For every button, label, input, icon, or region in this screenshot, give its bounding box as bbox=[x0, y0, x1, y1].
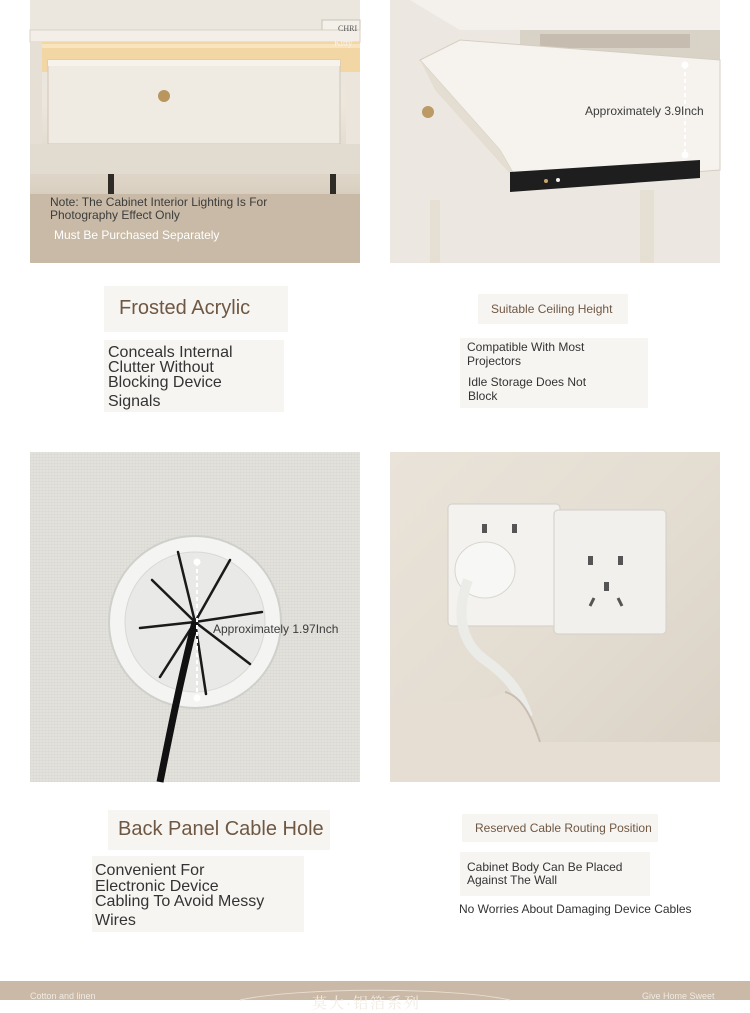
cable-safety-point: No Worries About Damaging Device Cables bbox=[459, 902, 692, 916]
drawer-slide-photo bbox=[390, 0, 720, 263]
cable-hole-title: Back Panel Cable Hole bbox=[118, 818, 324, 840]
book-title-top: CHRI bbox=[338, 24, 358, 33]
desc-line: Cabling To Avoid Messy bbox=[95, 892, 265, 910]
desc-line: Electronic Device bbox=[95, 877, 219, 895]
desc-line: Idle Storage Does Not bbox=[468, 375, 587, 389]
cabinet-drawer-photo bbox=[30, 0, 360, 263]
cabinet-illustration bbox=[30, 0, 360, 263]
projector-compat-point bbox=[467, 341, 584, 369]
wall-socket-photo bbox=[390, 452, 720, 782]
desc-line: Signals bbox=[108, 392, 161, 410]
purchase-note: Must Be Purchased Separately bbox=[54, 228, 220, 242]
cable-routing-title: Reserved Cable Routing Position bbox=[475, 821, 652, 835]
desc-line: Against The Wall bbox=[467, 873, 558, 888]
cable-grommet-illustration bbox=[30, 452, 360, 782]
footer-center-text: 莫大·铝箔系列 bbox=[312, 995, 421, 1012]
drawer-slide-illustration bbox=[390, 0, 720, 263]
desc-line: Clutter Without bbox=[108, 358, 214, 376]
frosted-acrylic-title: Frosted Acrylic bbox=[119, 297, 251, 319]
cable-hole-description bbox=[95, 862, 264, 930]
desc-line: Wires bbox=[95, 911, 136, 929]
ceiling-height-title: Suitable Ceiling Height bbox=[491, 302, 613, 316]
idle-storage-point bbox=[468, 376, 586, 404]
desc-line: Convenient For bbox=[95, 862, 205, 879]
desc-line: Projectors bbox=[467, 354, 522, 369]
desc-line: Cabinet Body Can Be Placed bbox=[467, 860, 623, 874]
drawer-measure-label: Approximately 3.9Inch bbox=[585, 104, 704, 118]
wall-placement-point bbox=[467, 861, 622, 888]
desc-line: Blocking Device bbox=[108, 373, 222, 391]
desc-line: Conceals Internal bbox=[108, 344, 233, 361]
socket-illustration bbox=[390, 452, 720, 782]
desc-line: Compatible With Most bbox=[467, 340, 585, 354]
footer-band bbox=[0, 981, 750, 1012]
hole-measure-label: Approximately 1.97Inch bbox=[213, 622, 339, 636]
book-title-bottom: Kitty bbox=[334, 38, 353, 48]
desc-line: Block bbox=[468, 389, 498, 404]
cable-hole-photo bbox=[30, 452, 360, 782]
frosted-acrylic-description bbox=[108, 344, 233, 411]
footer-right-text: Give Home Sweet bbox=[642, 991, 715, 1001]
lighting-note: Note: The Cabinet Interior Lighting Is For Photography Effect Only bbox=[50, 195, 268, 222]
footer-left-text: Cotton and linen bbox=[30, 991, 96, 1001]
